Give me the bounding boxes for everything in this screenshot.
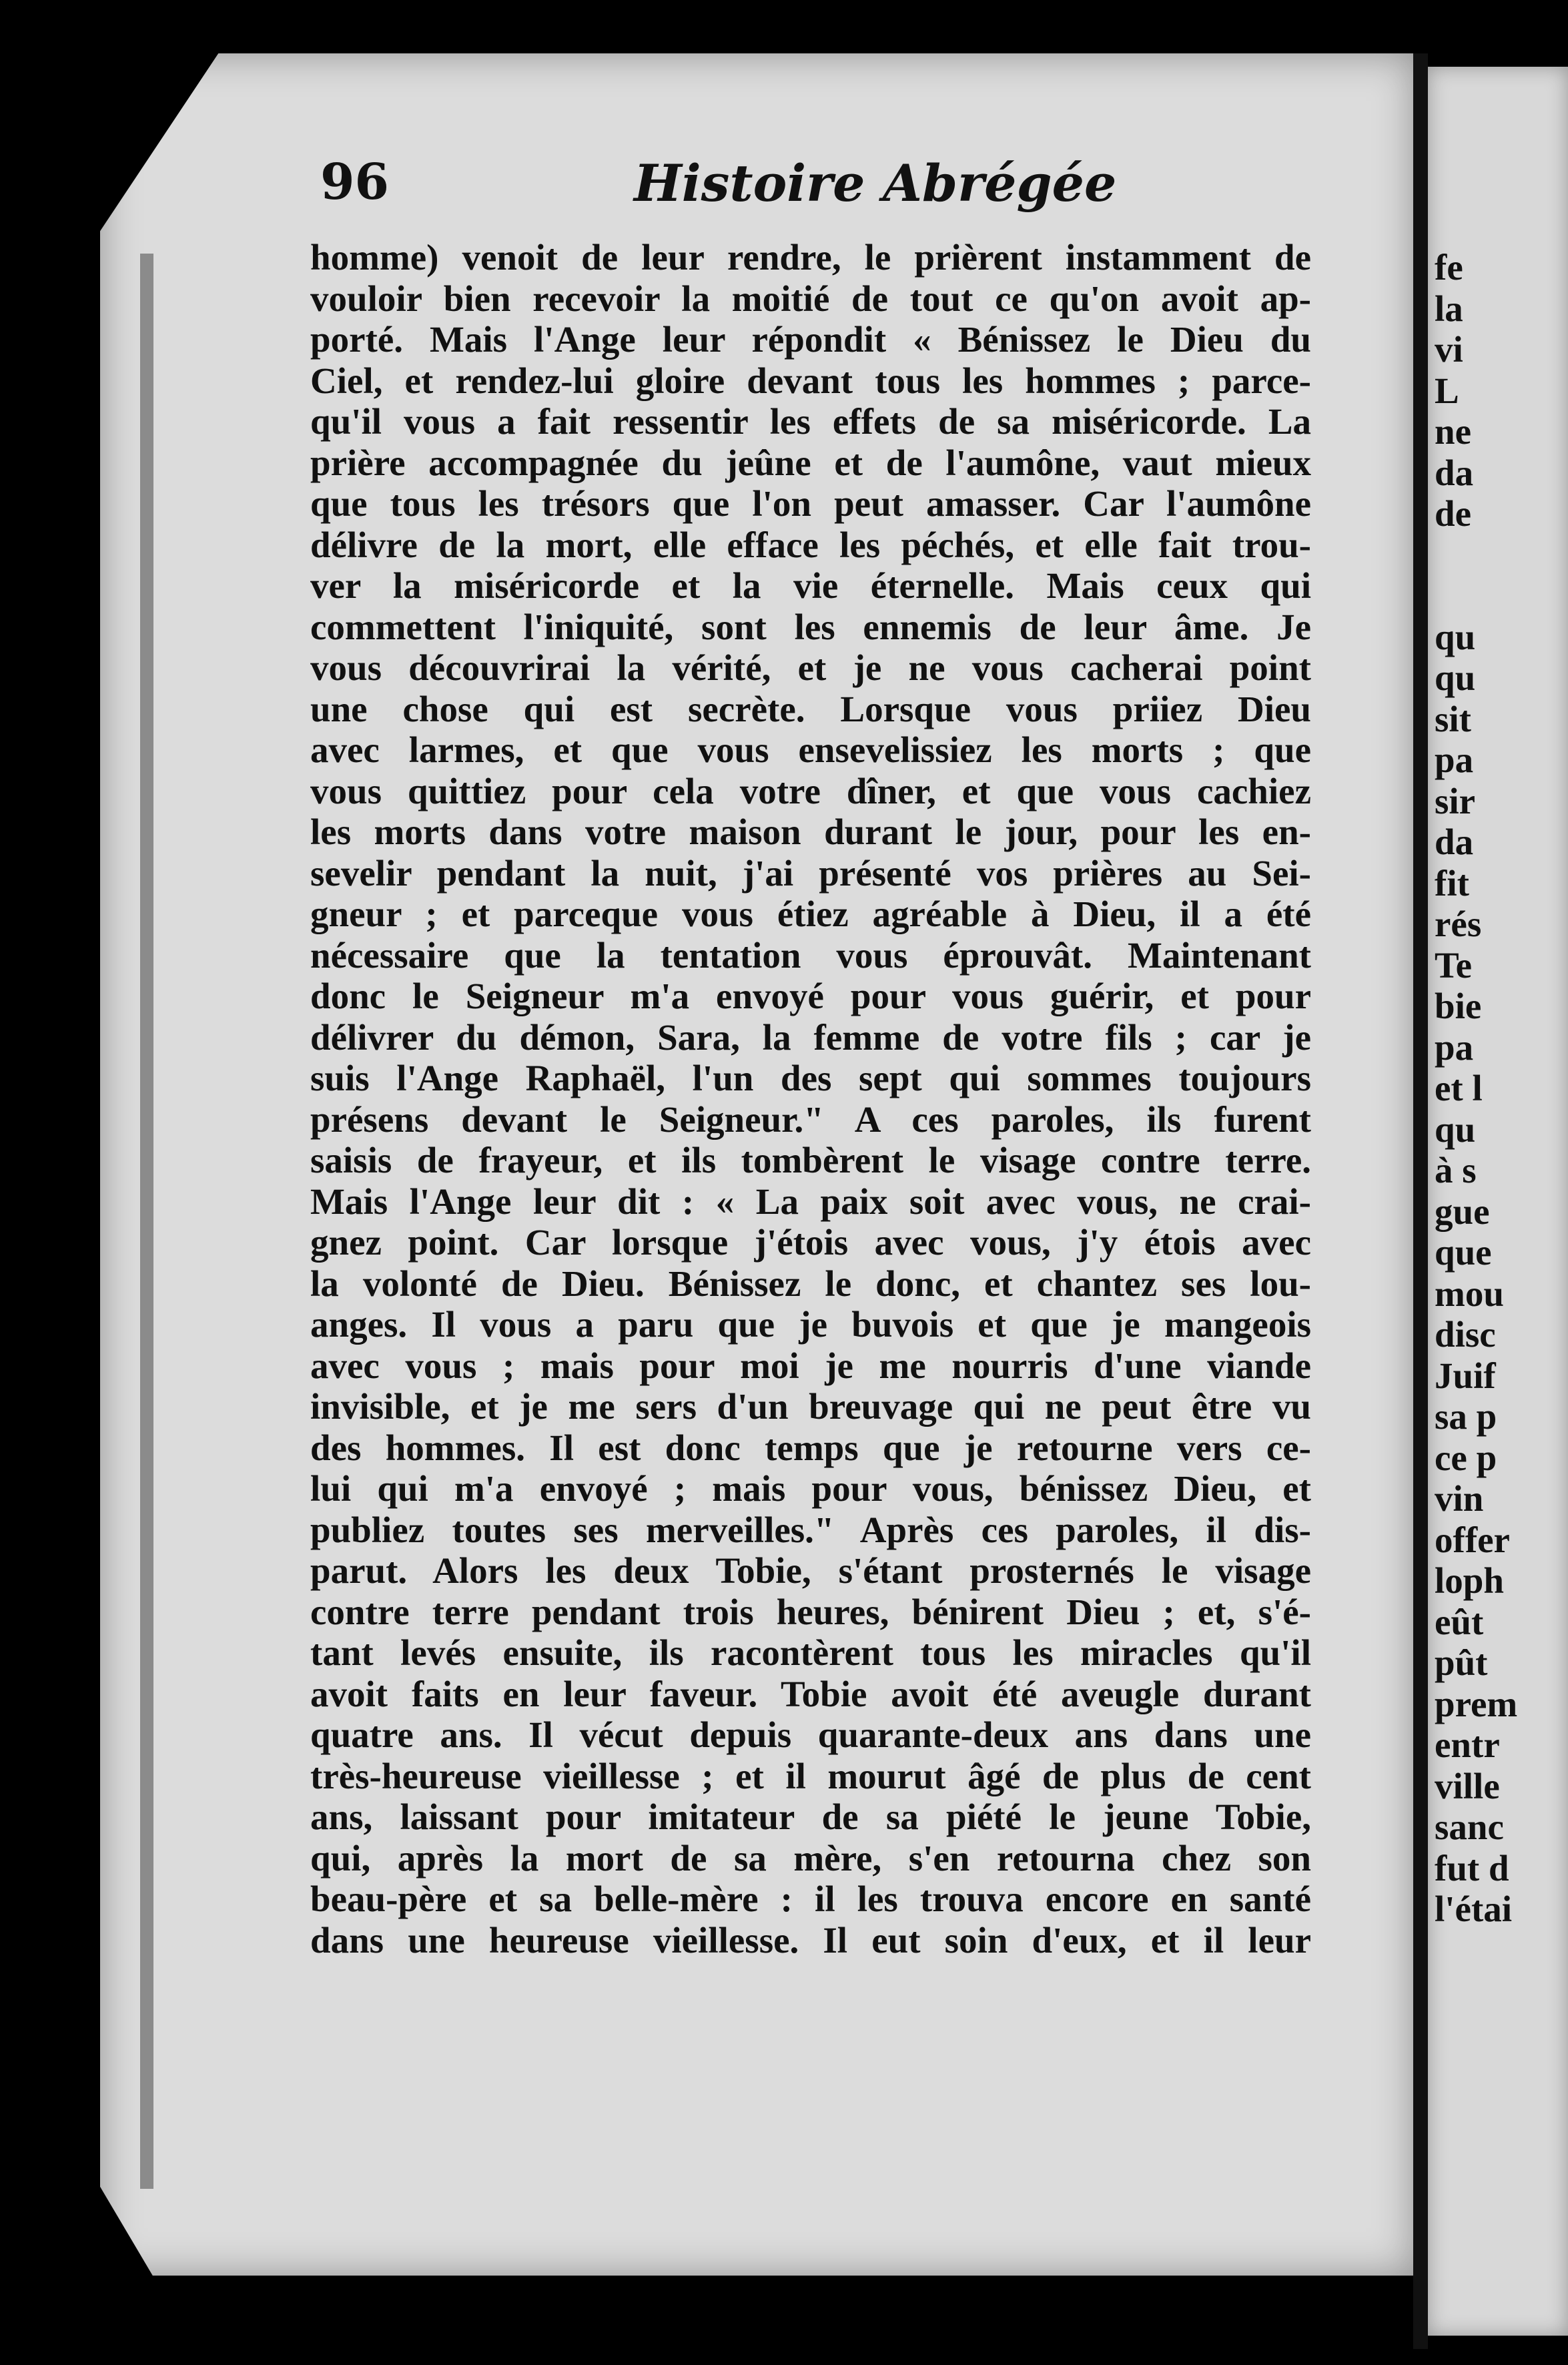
right-page-line: loph <box>1435 1560 1504 1601</box>
right-page-line: sir <box>1435 780 1476 821</box>
book-gutter <box>1413 53 1428 2349</box>
right-page-text <box>1435 247 1568 1930</box>
text-line: délivrer du démon, Sara, la femme de votre fils ; car je <box>310 1016 1311 1058</box>
right-page-line: gue <box>1435 1191 1490 1232</box>
right-page-line: la <box>1435 288 1463 329</box>
text-line: saisis de frayeur, et ils tombèrent le visage contre terre. <box>310 1140 1311 1180</box>
right-page-line <box>1435 575 1568 617</box>
right-page-line: pa <box>1435 739 1474 780</box>
right-page-line: qu <box>1435 616 1476 657</box>
text-line: une chose qui est secrète. Lorsque vous priiez Dieu <box>310 688 1311 729</box>
text-line: tant levés ensuite, ils racontèrent tous les miracles qu'il <box>310 1632 1311 1673</box>
right-page-line: fit <box>1435 862 1469 904</box>
text-line: homme) venoit de leur rendre, le prièrent instamment de <box>310 237 1311 278</box>
text-line: suis l'Ange Raphaël, l'un des sept qui sommes toujours <box>310 1058 1311 1098</box>
right-page-line: prem <box>1435 1683 1518 1724</box>
text-line: qui, après la mort de sa mère, s'en retourna chez son <box>310 1837 1311 1879</box>
right-page-line: offer <box>1435 1519 1510 1560</box>
right-page-line: qu <box>1435 1108 1476 1150</box>
right-page-line: eût <box>1435 1601 1484 1642</box>
right-page-line: ville <box>1435 1765 1500 1806</box>
right-page-line: sanc <box>1435 1806 1504 1847</box>
page-number: 96 <box>320 153 389 211</box>
text-line: vouloir bien recevoir la moitié de tout ce qu'on avoit ap- <box>310 278 1311 319</box>
text-line: beau-père et sa belle-mère : il les trouva encore en santé <box>310 1879 1311 1919</box>
right-page-line: rés <box>1435 904 1482 944</box>
right-page-line: entr <box>1435 1724 1500 1765</box>
right-page-line: L <box>1435 370 1459 411</box>
text-line: parut. Alors les deux Tobie, s'étant prosternés le visage <box>310 1550 1311 1591</box>
page-header <box>320 153 1361 227</box>
body-text <box>310 237 1311 1961</box>
text-line: contre terre pendant trois heures, bénirent Dieu ; et, s'é- <box>310 1591 1311 1632</box>
text-line: commettent l'iniquité, sont les ennemis de leur âme. Je <box>310 606 1311 647</box>
text-line: dans une heureuse vieillesse. Il eut soin d'eux, et il leur <box>310 1919 1311 1961</box>
right-page-line: de <box>1435 493 1471 534</box>
text-line: avoit faits en leur faveur. Tobie avoit été aveugle durant <box>310 1673 1311 1714</box>
text-line: gnez point. Car lorsque j'étois avec vous, j'y étois avec <box>310 1222 1311 1263</box>
right-page-line: mou <box>1435 1273 1504 1314</box>
right-page-line: ce p <box>1435 1437 1497 1478</box>
right-page-line: da <box>1435 452 1474 493</box>
text-line: très-heureuse vieillesse ; et il mourut âgé de plus de cent <box>310 1755 1311 1796</box>
text-line: délivre de la mort, elle efface les péchés, et elle fait trou- <box>310 524 1311 565</box>
right-page-line: pût <box>1435 1642 1488 1683</box>
text-line: la volonté de Dieu. Bénissez le donc, et chantez ses lou- <box>310 1263 1311 1304</box>
right-page-line: vin <box>1435 1478 1484 1519</box>
right-page-line: l'étai <box>1435 1889 1513 1929</box>
right-page-line: disc <box>1435 1314 1496 1355</box>
right-page-line: sit <box>1435 698 1471 739</box>
text-line: des hommes. Il est donc temps que je retourne vers ce- <box>310 1427 1311 1468</box>
text-line: avec larmes, et que vous ensevelissiez les morts ; que <box>310 729 1311 770</box>
text-line: prière accompagnée du jeûne et de l'aumône, vaut mieux <box>310 442 1311 483</box>
text-line: Mais l'Ange leur dit : « La paix soit avec vous, ne crai- <box>310 1180 1311 1222</box>
text-line: présens devant le Seigneur." A ces paroles, ils furent <box>310 1098 1311 1140</box>
right-page-line: fe <box>1435 247 1463 288</box>
right-page-line <box>1435 535 1568 576</box>
text-line: vous quittiez pour cela votre dîner, et que vous cachiez <box>310 770 1311 811</box>
text-line: publiez toutes ses merveilles." Après ces paroles, il dis- <box>310 1509 1311 1550</box>
right-page-line: fut d <box>1435 1847 1509 1889</box>
text-line: ans, laissant pour imitateur de sa piété le jeune Tobie, <box>310 1796 1311 1837</box>
text-line: ver la miséricorde et la vie éternelle. Mais ceux qui <box>310 565 1311 606</box>
right-page-line: pa <box>1435 1026 1474 1068</box>
running-head: Histoire Abrégée <box>634 153 1117 213</box>
right-page-line: vi <box>1435 329 1463 370</box>
right-page-line: à s <box>1435 1150 1477 1191</box>
right-page-line: que <box>1435 1232 1492 1273</box>
text-line: qu'il vous a fait ressentir les effets de sa miséricorde. La <box>310 401 1311 442</box>
text-line: anges. Il vous a paru que je buvois et que je mangeois <box>310 1304 1311 1345</box>
text-line: gneur ; et parceque vous étiez agréable à Dieu, il a été <box>310 894 1311 934</box>
right-page-line: Juif <box>1435 1355 1496 1396</box>
text-line: porté. Mais l'Ange leur répondit « Bénissez le Dieu du <box>310 319 1311 360</box>
right-page-line: sa p <box>1435 1396 1497 1437</box>
text-line: que tous les trésors que l'on peut amasser. Car l'aumône <box>310 483 1311 524</box>
text-line: avec vous ; mais pour moi je me nourris d'une viande <box>310 1345 1311 1386</box>
text-line: lui qui m'a envoyé ; mais pour vous, bénissez Dieu, et <box>310 1468 1311 1509</box>
right-page-line: ne <box>1435 411 1471 452</box>
text-line: Ciel, et rendez-lui gloire devant tous les hommes ; parce- <box>310 360 1311 401</box>
right-page-line: Te <box>1435 944 1473 986</box>
text-line: sevelir pendant la nuit, j'ai présenté vos prières au Sei- <box>310 852 1311 894</box>
text-line: nécessaire que la tentation vous éprouvât. Maintenant <box>310 934 1311 976</box>
text-line: invisible, et je me sers d'un breuvage qui ne peut être vu <box>310 1386 1311 1427</box>
text-line: vous découvrirai la vérité, et je ne vous cacherai point <box>310 647 1311 688</box>
right-page-line: et l <box>1435 1068 1483 1108</box>
text-line: donc le Seigneur m'a envoyé pour vous guérir, et pour <box>310 976 1311 1016</box>
right-page-line: qu <box>1435 657 1476 698</box>
right-page-line: da <box>1435 821 1474 862</box>
text-line: quatre ans. Il vécut depuis quarante-deux ans dans une <box>310 1714 1311 1755</box>
text-line: les morts dans votre maison durant le jour, pour les en- <box>310 811 1311 852</box>
right-page-line: bie <box>1435 986 1482 1026</box>
